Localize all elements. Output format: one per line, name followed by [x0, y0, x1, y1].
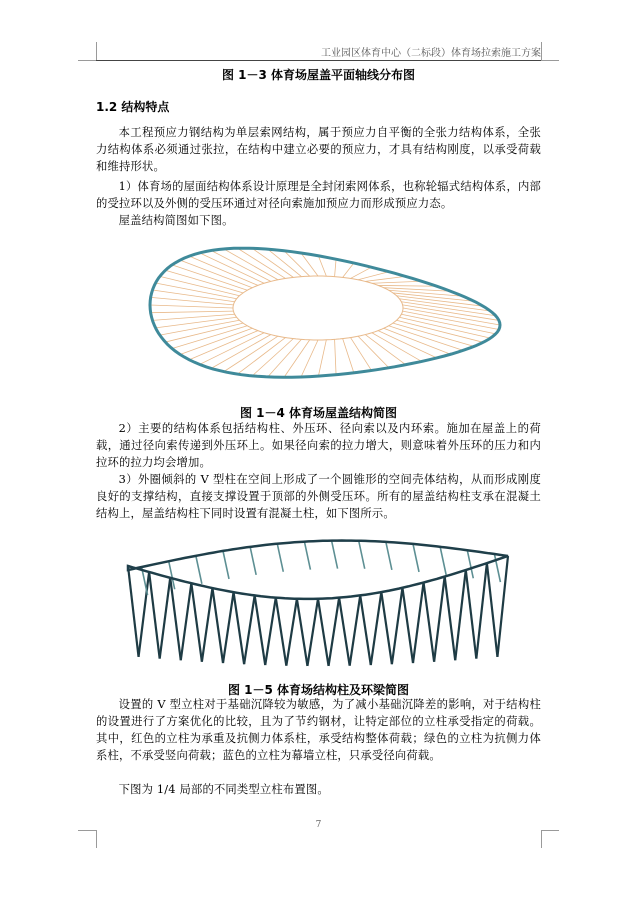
paragraph-6: 设置的 V 型立柱对于基础沉降较为敏感，为了减小基础沉降差的影响，对于结构柱的设置进行了方案优化的比较，且为了节约钢材，让特定部位的立柱承受指定的荷载。其中，红色的立柱为承重及抗侧力体系柱，承受结构整体荷载；绿色的立柱为抗侧力体系柱，不承受竖向荷载；蓝色的立柱为幕墙立柱，只承受径向荷载。 — [96, 698, 541, 762]
paragraph-1: 本工程预应力钢结构为单层索网结构，属于预应力自平衡的全张力结构体系，全张力结构体系必须通过张拉，在结构中建立必要的预应力，才具有结构刚度，以承受荷载和维持形状。 — [96, 126, 541, 173]
v-column-member — [170, 578, 181, 660]
radial-cable — [318, 256, 326, 276]
crop-mark-top-right-v — [541, 42, 542, 60]
page-number: 7 — [315, 820, 322, 830]
back-column-member — [440, 547, 446, 575]
radial-cable — [397, 320, 484, 342]
crop-mark-bottom-left-h — [78, 830, 96, 831]
radial-cable — [151, 311, 234, 313]
v-column-member — [381, 592, 392, 664]
radial-cable — [252, 339, 293, 376]
caption-fig-1-5: 图 1－5 体育场结构柱及环梁简图 — [227, 683, 410, 697]
back-column-member — [304, 542, 310, 570]
paragraph-3: 屋盖结构简图如下图。 — [118, 214, 234, 227]
radial-cable — [378, 285, 437, 286]
v-column-member — [392, 588, 403, 664]
v-column-member — [413, 583, 424, 664]
radial-cable — [335, 339, 336, 374]
back-column-member — [359, 541, 365, 569]
back-column-member — [467, 550, 473, 578]
radial-cable — [401, 314, 495, 334]
v-column-member — [434, 577, 445, 662]
v-column-member — [329, 598, 340, 666]
radial-cables — [150, 248, 500, 377]
v-column-member — [445, 577, 456, 661]
crop-mark-top-left-h — [78, 60, 96, 61]
roof-structure-diagram — [128, 240, 508, 400]
v-column-member — [318, 599, 329, 666]
v-column-member — [350, 595, 361, 665]
crop-mark-bottom-right-h — [541, 830, 559, 831]
crop-mark-top-left-v — [96, 42, 97, 60]
radial-cable — [189, 331, 258, 360]
radial-cable — [384, 328, 451, 354]
v-column-member — [160, 578, 171, 659]
top-ring-beam — [128, 541, 508, 599]
section-heading: 1.2 结构特点 — [96, 100, 170, 114]
back-column-member — [413, 544, 419, 572]
radial-cable — [335, 259, 336, 276]
back-column-member — [332, 541, 338, 569]
v-column-member — [223, 592, 234, 663]
v-column-member — [497, 556, 508, 657]
radial-cable — [150, 305, 233, 308]
radial-cable — [284, 340, 310, 377]
radial-cable — [399, 317, 490, 338]
crop-mark-top-right-h — [541, 60, 559, 61]
v-column-member — [149, 572, 160, 659]
v-column-member — [476, 563, 487, 658]
radial-cable — [172, 326, 247, 349]
paragraph-5: 3）外圈倾斜的 V 型柱在空间上形成了一个圆锥形的空间壳体结构，从而形成刚度良好的支撑结构，直接支撑设置于顶部的外侧受压环。所有的屋盖结构柱支承在混凝土结构上，屋盖结构柱下同时设置有混凝土柱，如下图所示。 — [96, 473, 541, 520]
radial-cable — [351, 338, 372, 371]
paragraph-2: 1）体育场的屋面结构体系设计原理是全封闭索网体系，也称轮辐式结构体系，内部的受拉环以及外侧的受压环通过对径向索施加预应力而形成预应力态。 — [96, 180, 541, 210]
radial-cable — [224, 249, 278, 280]
v-column-member — [487, 563, 498, 657]
radial-cable — [200, 253, 264, 283]
radial-cable — [343, 339, 354, 373]
back-column-member — [277, 544, 283, 572]
paragraph-7: 下图为 1/4 局部的不同类型立柱布置图。 — [118, 783, 329, 796]
v-column-member — [455, 570, 466, 660]
radial-cable — [189, 256, 258, 285]
back-column-member — [386, 542, 392, 570]
radial-cable — [318, 340, 326, 376]
caption-fig-1-3: 图 1－3 体育场屋盖平面轴线分布图 — [221, 68, 416, 82]
radial-cable — [238, 338, 286, 375]
radial-cable — [301, 340, 318, 377]
column-ring-beam-diagram — [120, 538, 520, 678]
radial-cable — [180, 328, 252, 354]
v-column-member — [307, 599, 318, 666]
radial-cable — [358, 272, 389, 280]
radial-cable — [172, 265, 247, 290]
v-column-member — [466, 570, 477, 659]
v-column-member — [265, 598, 276, 665]
caption-fig-1-4: 图 1－4 体育场屋盖结构简图 — [239, 406, 398, 420]
v-columns — [128, 541, 508, 666]
v-column-member — [402, 588, 413, 663]
crop-mark-bottom-left-v — [96, 830, 97, 848]
radial-cable — [399, 299, 490, 311]
paragraph-4: 2）主要的结构体系包括结构柱、外压环、径向索以及内环索。施加在屋盖上的荷载，通过径向索传递到外压环上。如果径向索的拉力增大，则意味着外压环的压力和内拉环的拉力均会增加。 — [96, 422, 541, 469]
v-column-member — [128, 566, 139, 657]
v-column-member — [286, 599, 297, 666]
back-column-member — [196, 556, 202, 584]
back-column-member — [223, 551, 229, 579]
radial-cable — [268, 339, 302, 377]
crop-mark-bottom-right-v — [541, 830, 542, 848]
v-column-member — [139, 572, 150, 657]
v-column-member — [255, 595, 266, 665]
v-column-member — [424, 583, 435, 662]
radial-cable — [372, 281, 422, 283]
outer-compression-ring — [150, 248, 500, 377]
v-column-member — [297, 599, 308, 666]
radial-cable — [343, 263, 354, 277]
v-column-member — [360, 595, 371, 665]
inner-tension-ring — [233, 276, 403, 340]
v-column-member — [276, 598, 287, 666]
running-header: 工业园区体育中心（二标段）体育场拉索施工方案 — [321, 48, 541, 59]
v-column-member — [212, 588, 223, 663]
back-column-member — [250, 547, 256, 575]
radial-cable — [151, 297, 234, 304]
v-column-member — [181, 583, 192, 660]
radial-cable — [378, 331, 437, 358]
v-column-member — [234, 592, 245, 664]
v-column-member — [339, 598, 350, 666]
v-column-member — [191, 583, 202, 662]
radial-cable — [365, 276, 405, 281]
v-column-member — [371, 592, 382, 665]
v-column-member — [244, 595, 255, 664]
header-rule — [96, 60, 541, 61]
v-column-member — [202, 588, 213, 662]
radial-cable — [252, 248, 293, 277]
